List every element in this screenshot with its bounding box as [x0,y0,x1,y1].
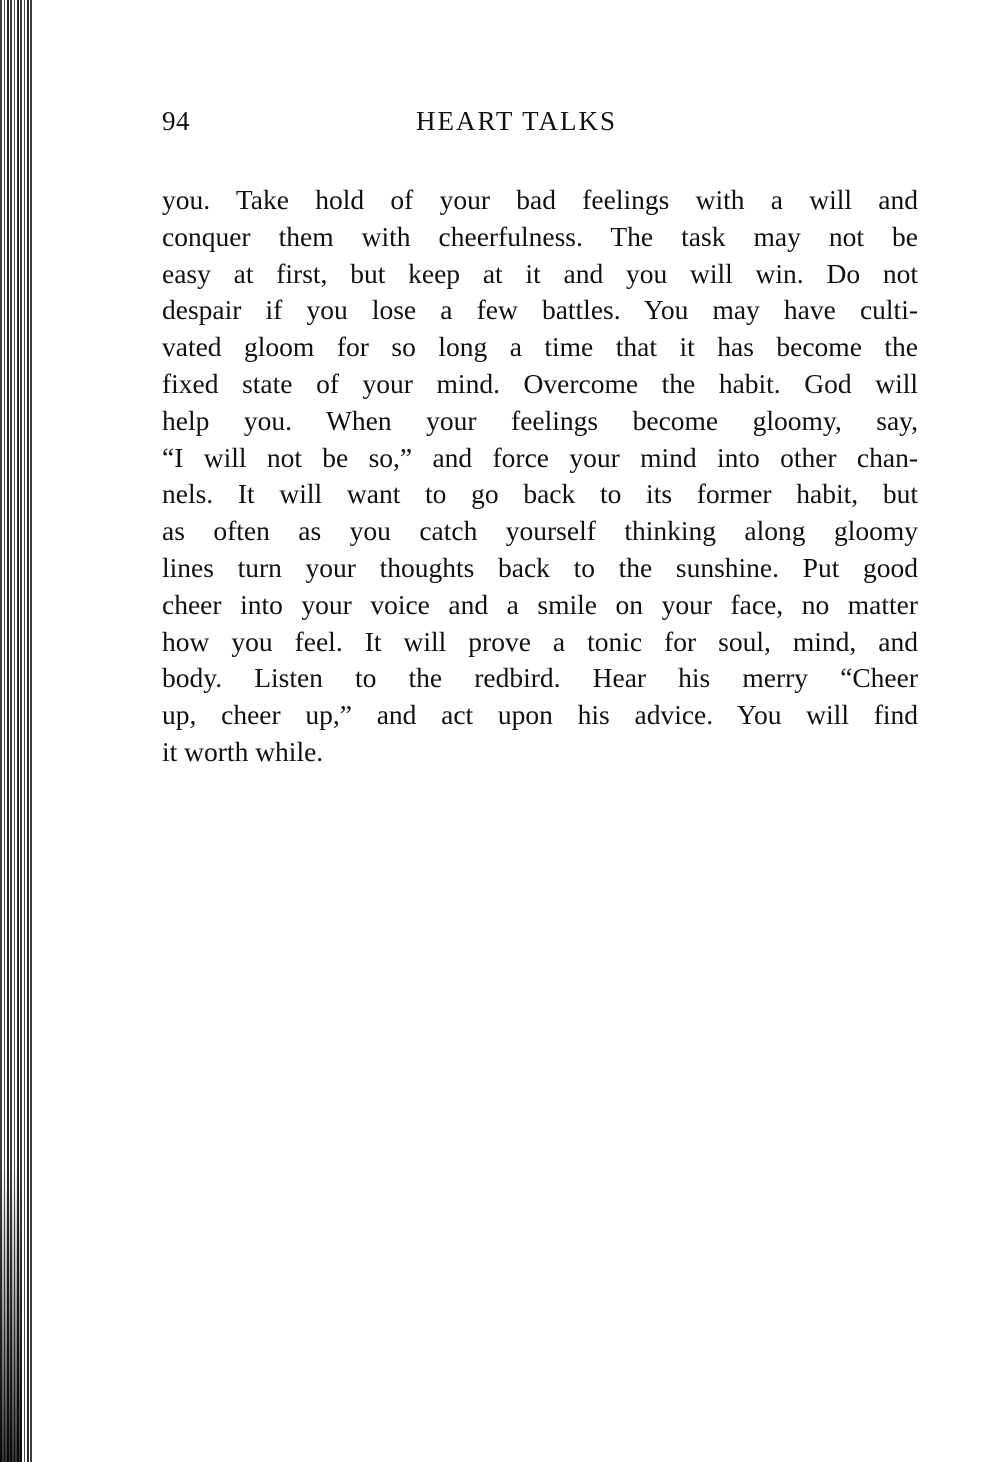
text-line: conquer them with cheerfulness. The task may not be [162,220,918,252]
text-line: up, cheer up,” and act upon his advice. You will find [162,699,918,731]
text-line: nels. It will want to go back to its former habit, but [162,478,918,510]
text-line: easy at first, but keep at it and you will win. Do not [162,257,918,289]
text-line: you. Take hold of your bad feelings with a will and [162,184,918,215]
text-line: as often as you catch yourself thinking along gloomy [162,515,918,547]
text-line: vated gloom for so long a time that it has become the [162,331,918,363]
body-paragraph [162,182,918,771]
text-line: “I will not be so,” and force your mind into other chan- [162,441,918,473]
text-line: lines turn your thoughts back to the sunshine. Put good [162,551,918,583]
text-line: body. Listen to the redbird. Hear his merry “Cheer [162,662,918,694]
running-title: HEART TALKS [416,106,617,136]
page-number: 94 [162,106,190,136]
text-line: cheer into your voice and a smile on your face, no matter [162,588,918,620]
page-header [162,106,918,146]
text-line-last: it worth while. [162,735,324,767]
text-line: fixed state of your mind. Overcome the habit. God will [162,367,918,399]
text-line: despair if you lose a few battles. You may have culti- [162,294,918,326]
page-binding-shadow [0,1162,22,1462]
text-line: help you. When your feelings become gloomy, say, [162,404,918,436]
text-line: how you feel. It will prove a tonic for soul, mind, and [162,625,918,657]
